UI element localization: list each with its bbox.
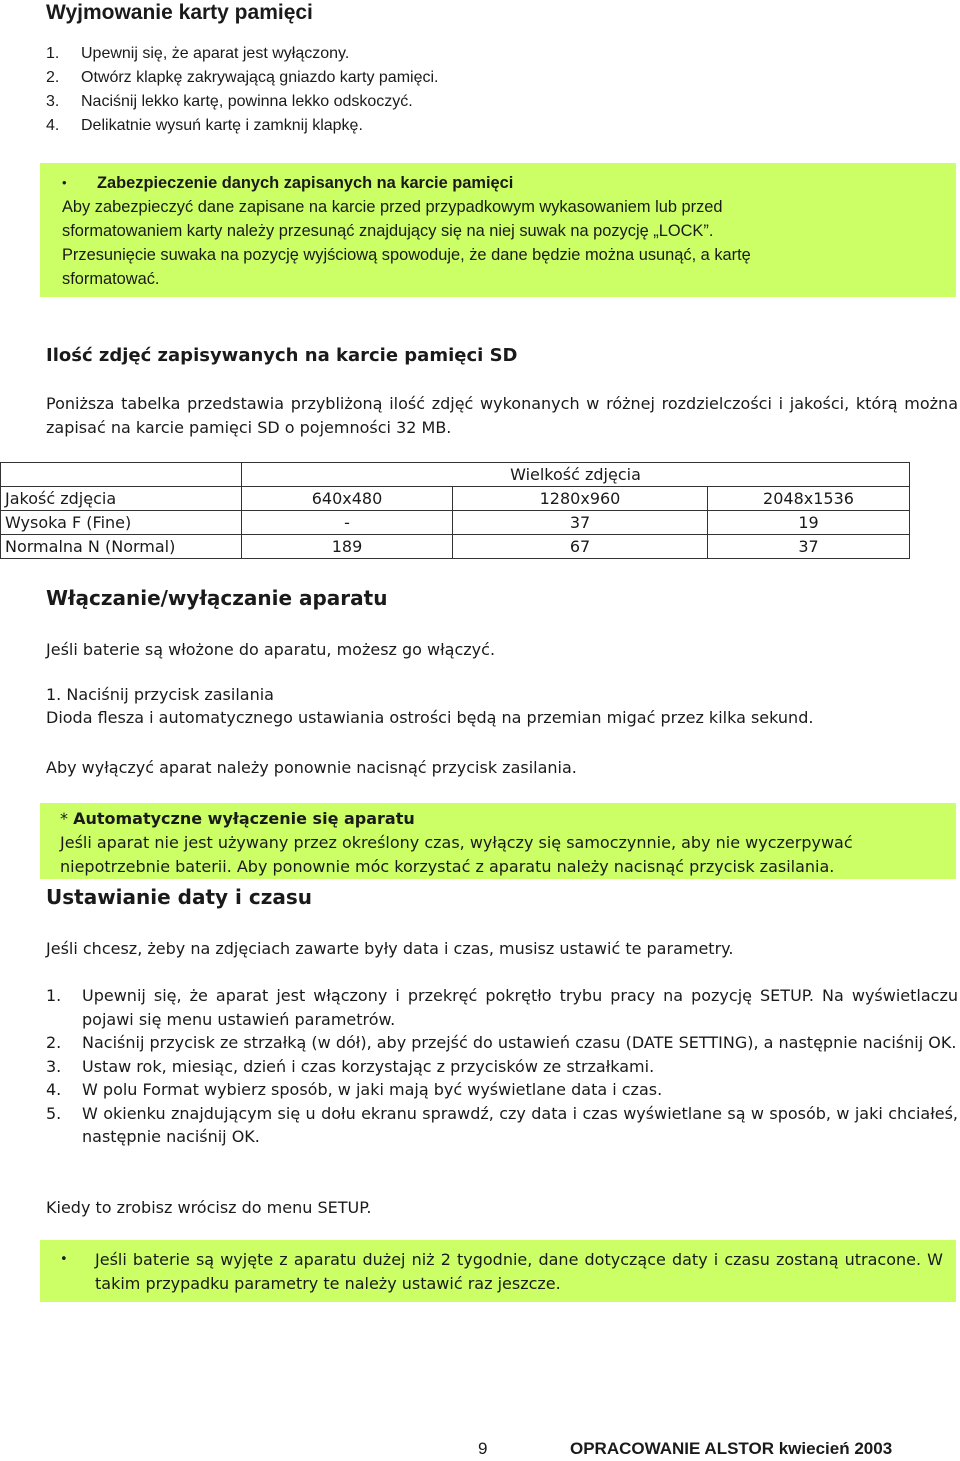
table-group-header: Wielkość zdjęcia — [242, 463, 910, 487]
photo-count-table — [0, 462, 910, 559]
list-item — [46, 1055, 958, 1079]
page-number: 9 — [478, 1439, 488, 1458]
step-number: 1. — [46, 45, 60, 62]
list-item — [46, 114, 438, 138]
list-item — [46, 42, 438, 66]
asterisk: * — [60, 809, 74, 828]
table-cell: 19 — [708, 511, 910, 535]
list-item — [46, 66, 438, 90]
note-battery-removed — [40, 1240, 956, 1302]
card-removal-steps — [46, 42, 438, 138]
note-line: Aby zabezpieczyć dane zapisane na karcie przed przypadkowym wykasowaniem lub przed — [62, 198, 723, 216]
table-cell: 37 — [708, 535, 910, 559]
table-cell: 67 — [453, 535, 708, 559]
step-text: W okienku znajdującym się u dołu ekranu sprawdź, czy data i czas wyświetlane są w sposób, w jaki chciałeś, następnie naciśnij OK. — [82, 1103, 958, 1146]
date-time-steps — [46, 984, 958, 1149]
step-text: Otwórz klapkę zakrywającą gniazdo karty pamięci. — [81, 69, 439, 86]
note-line: sformatować. — [62, 270, 160, 288]
step-number: 3. — [46, 93, 60, 110]
section-title-power: Włączanie/wyłączanie aparatu — [46, 586, 388, 610]
power-off-text: Aby wyłączyć aparat należy ponownie nacisnąć przycisk zasilania. — [46, 758, 577, 777]
section-title-date-time: Ustawianie daty i czasu — [46, 885, 312, 909]
note-line: niepotrzebnie baterii. Aby ponownie móc korzystać z aparatu należy nacisnąć przycisk zasilania. — [60, 857, 835, 876]
note-auto-off — [40, 803, 956, 879]
step-number: 4. — [46, 117, 60, 134]
step-text: W polu Format wybierz sposób, w jaki mają być wyświetlane data i czas. — [82, 1080, 663, 1099]
step-text: Ustaw rok, miesiąc, dzień i czas korzystając z przycisków ze strzałkami. — [82, 1056, 655, 1076]
section-title-photo-count: Ilość zdjęć zapisywanych na karcie pamięci SD — [46, 345, 518, 366]
table-header-cell: 640x480 — [242, 487, 453, 511]
table-header-cell: 1280x960 — [453, 487, 708, 511]
note-heading: Zabezpieczenie danych zapisanych na karcie pamięci — [97, 174, 514, 192]
note-line: sformatowaniem karty należy przesunąć znajdujący się na niej suwak na pozycję „LOCK”. — [62, 222, 714, 240]
list-item — [46, 1102, 958, 1149]
table-cell — [1, 463, 242, 487]
power-step-desc: Dioda flesza i automatycznego ustawiania ostrości będą na przemian migać przez kilka sekund. — [46, 708, 814, 727]
table-cell: 189 — [242, 535, 453, 559]
note-data-protection — [40, 163, 956, 297]
step-text: Upewnij się, że aparat jest włączony i przekręć pokrętło trybu pracy na pozycję SETUP. Na wyświetlaczu pojawi się menu ustawień parametrów. — [82, 986, 958, 1029]
date-time-intro: Jeśli chcesz, żeby na zdjęciach zawarte były data i czas, musisz ustawić te parametry. — [46, 939, 734, 958]
step-number: 4. — [46, 1080, 62, 1099]
list-item — [46, 1031, 958, 1055]
table-row — [1, 511, 910, 535]
bullet-icon: • — [60, 1252, 68, 1267]
note-heading: Automatyczne wyłączenie się aparatu — [73, 809, 415, 828]
step-text: Naciśnij przycisk ze strzałką (w dół), aby przejść do ustawień czasu (DATE SETTING), a następnie naciśnij OK. — [82, 1033, 957, 1052]
power-intro: Jeśli baterie są włożone do aparatu, możesz go włączyć. — [46, 640, 496, 659]
table-cell: Normalna N (Normal) — [1, 535, 242, 559]
list-item — [46, 984, 958, 1031]
bullet-icon: • — [62, 175, 67, 190]
step-number: 5. — [46, 1103, 62, 1123]
power-step: 1. Naciśnij przycisk zasilania — [46, 685, 274, 704]
step-text: Upewnij się, że aparat jest wyłączony. — [81, 45, 350, 62]
table-row — [1, 487, 910, 511]
list-item — [46, 90, 438, 114]
step-number: 3. — [46, 1056, 62, 1076]
table-row — [1, 535, 910, 559]
step-number: 1. — [46, 986, 62, 1005]
note-line: Przesunięcie suwaka na pozycję wyjściową spowoduje, że dane będzie można usunąć, a kartę — [62, 246, 751, 264]
list-item — [46, 1078, 958, 1102]
date-time-outro: Kiedy to zrobisz wrócisz do menu SETUP. — [46, 1198, 372, 1217]
table-cell: Wysoka F (Fine) — [1, 511, 242, 535]
footer-author: OPRACOWANIE ALSTOR kwiecień 2003 — [570, 1439, 893, 1458]
step-number: 2. — [46, 1033, 62, 1052]
note-text: Jeśli baterie są wyjęte z aparatu dużej niż 2 tygodnie, dane dotyczące daty i czasu zostaną utracone. W takim przypadku parametry te należy ustawić raz jeszcze. — [95, 1250, 943, 1293]
table-cell: 37 — [453, 511, 708, 535]
step-number: 2. — [46, 69, 60, 86]
table-cell: - — [242, 511, 453, 535]
table-header-cell: 2048x1536 — [708, 487, 910, 511]
table-row — [1, 463, 910, 487]
step-text: Delikatnie wysuń kartę i zamknij klapkę. — [81, 117, 363, 134]
table-header-cell: Jakość zdjęcia — [1, 487, 242, 511]
note-heading-line — [60, 807, 415, 831]
section-title-card-removal: Wyjmowanie karty pamięci — [46, 1, 313, 24]
photo-count-intro: Poniższa tabelka przedstawia przybliżoną ilość zdjęć wykonanych w różnej rozdzielczości i jakości, którą można zapisać na karcie pamięci SD o pojemności 32 MB. — [46, 394, 958, 437]
note-line: Jeśli aparat nie jest używany przez określony czas, wyłączy się samoczynnie, aby nie wyczerpywać — [60, 833, 853, 852]
step-text: Naciśnij lekko kartę, powinna lekko odskoczyć. — [81, 93, 413, 110]
